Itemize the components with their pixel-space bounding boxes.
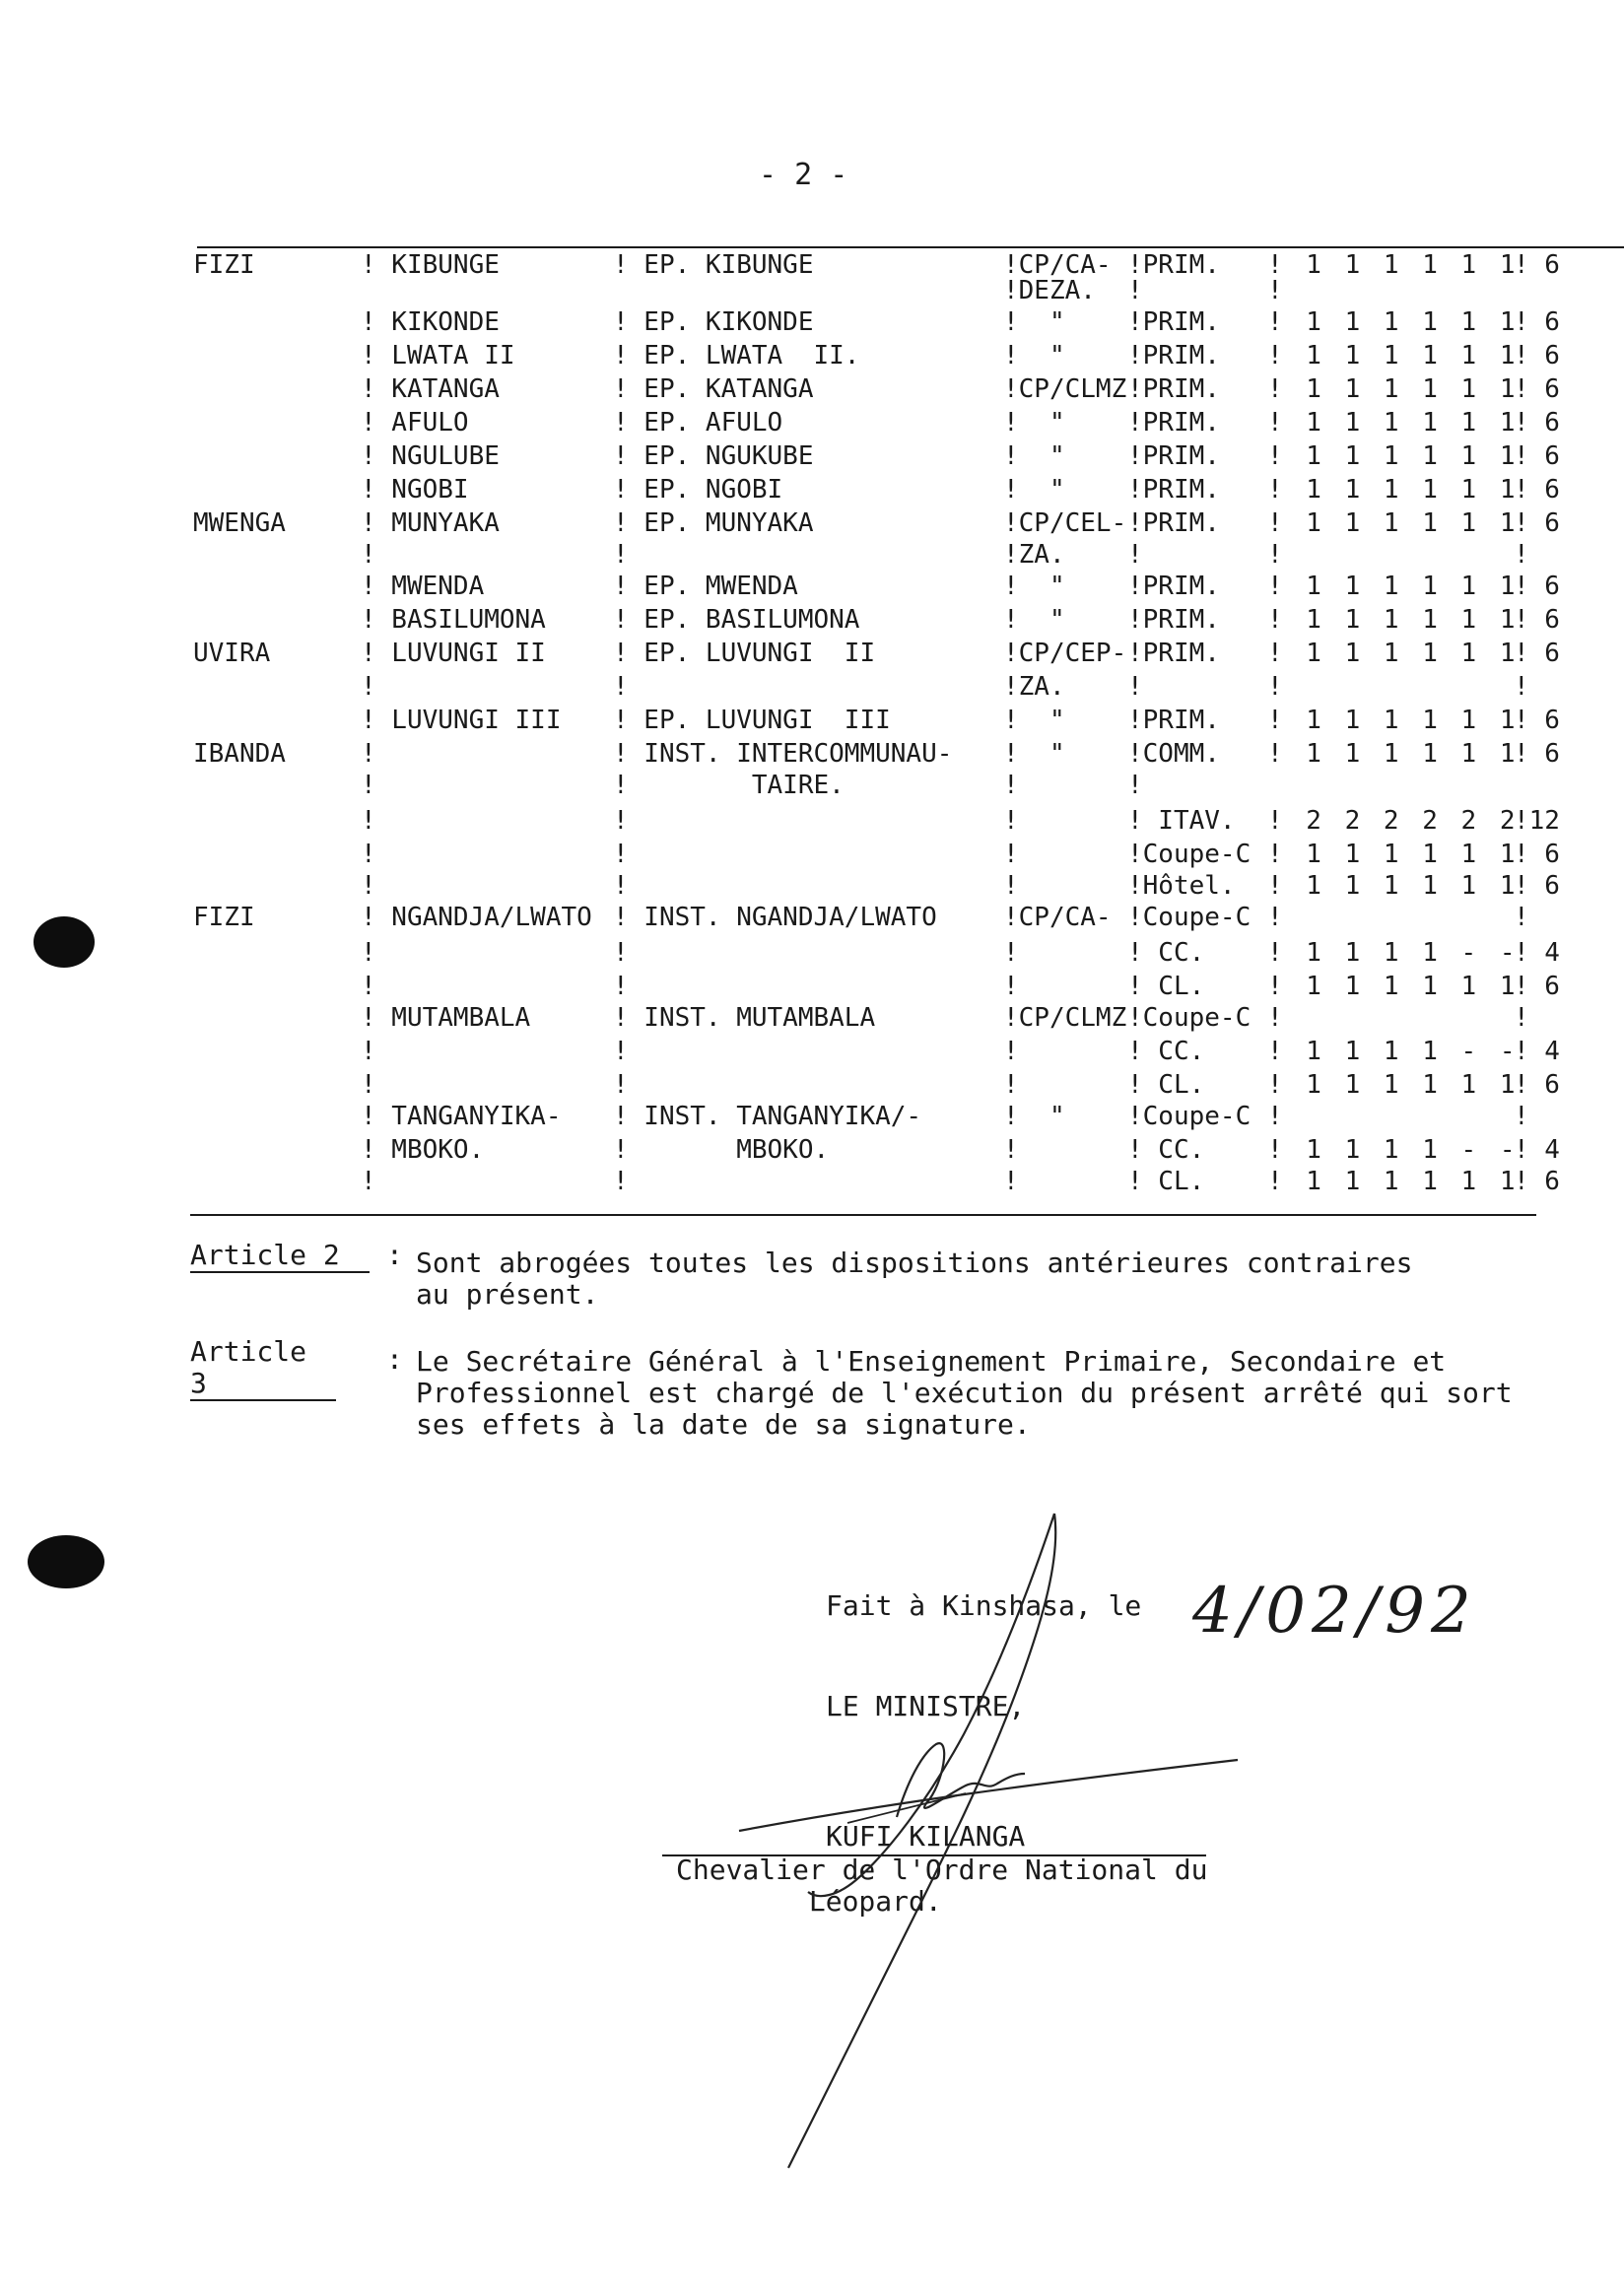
table-cell-locality: ! BASILUMONA bbox=[361, 605, 546, 635]
table-row bbox=[0, 473, 1624, 506]
article-2-text: Sont abrogées toutes les dispositions antérieures contraires au présent. bbox=[416, 1247, 1413, 1311]
table-cell-classes: ! 1 1 1 1 1 1 bbox=[1267, 840, 1520, 869]
table-cell-ref: ! " bbox=[1003, 341, 1065, 371]
table-row bbox=[0, 1165, 1624, 1198]
table-cell-total: ! 6 bbox=[1514, 871, 1560, 901]
table-row bbox=[0, 670, 1624, 704]
table-cell-locality: ! bbox=[361, 672, 376, 702]
table-cell-ref: !CP/CEP- bbox=[1003, 639, 1127, 668]
article-2-label: Article 2 bbox=[190, 1240, 370, 1273]
table-cell-school: ! INST. TANGANYIKA/- bbox=[613, 1102, 922, 1131]
table-cell-total: ! bbox=[1514, 540, 1529, 570]
table-cell-ref: !ZA. bbox=[1003, 540, 1065, 570]
table-cell-section: ! bbox=[1127, 276, 1143, 305]
table-cell-ref: ! bbox=[1003, 1070, 1019, 1100]
table-row bbox=[0, 305, 1624, 339]
table-cell-section: ! CL. bbox=[1127, 1167, 1205, 1196]
table-cell-locality: ! bbox=[361, 771, 376, 800]
table-cell-ref: ! " bbox=[1003, 475, 1065, 505]
table-cell-school: ! TAIRE. bbox=[613, 771, 845, 800]
table-cell-classes: ! 1 1 1 1 1 1 bbox=[1267, 475, 1520, 505]
table-cell-district: UVIRA bbox=[193, 639, 271, 668]
table-cell-section: !PRIM. bbox=[1127, 508, 1220, 538]
table-cell-ref: ! bbox=[1003, 972, 1019, 1001]
table-cell-total: ! 4 bbox=[1514, 938, 1560, 968]
table-cell-classes: ! 1 1 1 1 1 1 bbox=[1267, 1167, 1520, 1196]
table-cell-total: ! 6 bbox=[1514, 572, 1560, 601]
table-cell-locality: ! MBOKO. bbox=[361, 1135, 485, 1165]
table-cell-section: !PRIM. bbox=[1127, 441, 1220, 471]
table-cell-ref: ! " bbox=[1003, 739, 1065, 769]
table-cell-locality: ! bbox=[361, 840, 376, 869]
table-cell-locality: ! NGOBI bbox=[361, 475, 469, 505]
table-cell-ref: ! " bbox=[1003, 1102, 1065, 1131]
table-cell-classes: ! 1 1 1 1 1 1 bbox=[1267, 1070, 1520, 1100]
table-cell-section: ! CL. bbox=[1127, 972, 1205, 1001]
table-cell-total: ! 6 bbox=[1514, 307, 1560, 337]
table-cell-school: ! bbox=[613, 1167, 629, 1196]
table-row bbox=[0, 570, 1624, 603]
table-cell-locality: ! bbox=[361, 938, 376, 968]
table-row bbox=[0, 637, 1624, 670]
table-cell-section: !PRIM. bbox=[1127, 639, 1220, 668]
table-cell-section: !Coupe-C bbox=[1127, 1003, 1252, 1033]
table-cell-total: ! bbox=[1514, 903, 1529, 932]
table-cell-ref: !CP/CA- bbox=[1003, 250, 1112, 280]
table-cell-section: !PRIM. bbox=[1127, 408, 1220, 438]
table-cell-locality: ! bbox=[361, 871, 376, 901]
table-cell-total: ! 6 bbox=[1514, 739, 1560, 769]
table-cell-section: ! CC. bbox=[1127, 1037, 1205, 1066]
table-cell-school: ! bbox=[613, 840, 629, 869]
table-cell-ref: !CP/CLMZ bbox=[1003, 1003, 1127, 1033]
table-cell-locality: ! bbox=[361, 972, 376, 1001]
table-cell-locality: ! AFULO bbox=[361, 408, 469, 438]
table-cell-classes: ! 1 1 1 1 - - bbox=[1267, 938, 1520, 968]
table-cell-ref: ! " bbox=[1003, 408, 1065, 438]
table-cell-school: ! EP. KIKONDE bbox=[613, 307, 814, 337]
table-cell-locality: ! LUVUNGI III bbox=[361, 706, 562, 735]
table-cell-classes: ! 1 1 1 1 1 1 bbox=[1267, 341, 1520, 371]
table-cell-ref: ! bbox=[1003, 1135, 1019, 1165]
table-cell-section: !COMM. bbox=[1127, 739, 1220, 769]
table-cell-locality: ! bbox=[361, 806, 376, 836]
table-cell-ref: ! bbox=[1003, 1037, 1019, 1066]
table-cell-total: ! 6 bbox=[1514, 441, 1560, 471]
table-cell-section: !PRIM. bbox=[1127, 307, 1220, 337]
table-cell-district: MWENGA bbox=[193, 508, 286, 538]
table-cell-total: ! 6 bbox=[1514, 341, 1560, 371]
table-cell-school: ! bbox=[613, 938, 629, 968]
table-cell-section: !Coupe-C bbox=[1127, 840, 1252, 869]
table-cell-total: ! 6 bbox=[1514, 605, 1560, 635]
table-cell-section: !PRIM. bbox=[1127, 572, 1220, 601]
table-cell-section: !PRIM. bbox=[1127, 605, 1220, 635]
table-cell-locality: ! MUTAMBALA bbox=[361, 1003, 531, 1033]
article-2-colon: : bbox=[386, 1239, 403, 1271]
table-cell-classes: ! 1 1 1 1 1 1 bbox=[1267, 972, 1520, 1001]
table-cell-section: !PRIM. bbox=[1127, 374, 1220, 404]
table-row bbox=[0, 372, 1624, 406]
table-cell-classes: ! 1 1 1 1 1 1 bbox=[1267, 307, 1520, 337]
table-cell-classes: ! bbox=[1267, 672, 1287, 702]
table-cell-locality: ! MWENDA bbox=[361, 572, 485, 601]
table-cell-ref: ! bbox=[1003, 871, 1019, 901]
table-cell-classes: ! 1 1 1 1 1 1 bbox=[1267, 871, 1520, 901]
table-cell-ref: ! " bbox=[1003, 605, 1065, 635]
table-cell-classes: ! bbox=[1267, 276, 1287, 305]
table-cell-classes: ! bbox=[1267, 1003, 1287, 1033]
table-cell-ref: ! " bbox=[1003, 572, 1065, 601]
table-cell-school: ! EP. BASILUMONA bbox=[613, 605, 860, 635]
table-cell-ref: ! bbox=[1003, 1167, 1019, 1196]
table-cell-school: ! bbox=[613, 1037, 629, 1066]
table-row bbox=[0, 901, 1624, 934]
table-cell-classes: ! 1 1 1 1 1 1 bbox=[1267, 250, 1520, 280]
table-cell-total: ! 6 bbox=[1514, 408, 1560, 438]
ink-blot-bottom bbox=[28, 1535, 104, 1588]
table-cell-total: ! 6 bbox=[1514, 508, 1560, 538]
table-cell-ref: ! " bbox=[1003, 441, 1065, 471]
table-cell-classes: ! 1 1 1 1 1 1 bbox=[1267, 706, 1520, 735]
table-cell-school: ! INST. INTERCOMMUNAU- bbox=[613, 739, 953, 769]
table-cell-total: ! bbox=[1514, 672, 1529, 702]
table-row bbox=[0, 869, 1624, 903]
table-cell-total: ! 4 bbox=[1514, 1135, 1560, 1165]
table-cell-section: !Coupe-C bbox=[1127, 903, 1252, 932]
ink-blot-top bbox=[34, 916, 95, 968]
table-cell-school: ! INST. NGANDJA/LWATO bbox=[613, 903, 937, 932]
table-row bbox=[0, 804, 1624, 838]
table-cell-ref: ! bbox=[1003, 938, 1019, 968]
table-cell-ref: ! " bbox=[1003, 706, 1065, 735]
table-cell-section: ! bbox=[1127, 771, 1143, 800]
table-cell-locality: ! LUVUNGI II bbox=[361, 639, 546, 668]
table-cell-school: ! EP. LUVUNGI II bbox=[613, 639, 876, 668]
table-cell-total: ! 6 bbox=[1514, 639, 1560, 668]
table-cell-school: ! bbox=[613, 871, 629, 901]
table-row bbox=[0, 769, 1624, 802]
table-cell-ref: ! " bbox=[1003, 307, 1065, 337]
table-cell-classes: ! 1 1 1 1 1 1 bbox=[1267, 408, 1520, 438]
table-cell-locality: ! KIBUNGE bbox=[361, 250, 500, 280]
table-row bbox=[0, 439, 1624, 473]
table-cell-school: ! bbox=[613, 1070, 629, 1100]
table-cell-school: ! INST. MUTAMBALA bbox=[613, 1003, 876, 1033]
table-cell-section: ! bbox=[1127, 672, 1143, 702]
table-cell-section: !PRIM. bbox=[1127, 706, 1220, 735]
table-row bbox=[0, 274, 1624, 307]
table-cell-ref: !DEZA. bbox=[1003, 276, 1096, 305]
table-cell-total: ! 4 bbox=[1514, 1037, 1560, 1066]
table-cell-section: ! CC. bbox=[1127, 1135, 1205, 1165]
table-cell-section: !PRIM. bbox=[1127, 250, 1220, 280]
table-cell-school: ! EP. MUNYAKA bbox=[613, 508, 814, 538]
table-row bbox=[0, 936, 1624, 970]
table-cell-total: ! 6 bbox=[1514, 475, 1560, 505]
table-cell-locality: ! NGULUBE bbox=[361, 441, 500, 471]
table-cell-classes: ! 1 1 1 1 1 1 bbox=[1267, 508, 1520, 538]
table-row bbox=[0, 603, 1624, 637]
table-cell-district: FIZI bbox=[193, 903, 255, 932]
table-row bbox=[0, 704, 1624, 737]
table-cell-section: ! CC. bbox=[1127, 938, 1205, 968]
article-3-text: Le Secrétaire Général à l'Enseignement Primaire, Secondaire et Professionnel est chargé de l'exécution du présent arrêté qui sort ses effets à la date de sa signature. bbox=[416, 1345, 1513, 1441]
article-3-label: Article 3 bbox=[190, 1336, 336, 1401]
table-cell-locality: ! LWATA II bbox=[361, 341, 515, 371]
table-cell-locality: ! KATANGA bbox=[361, 374, 500, 404]
table-cell-classes: ! 1 1 1 1 - - bbox=[1267, 1037, 1520, 1066]
table-cell-total: !12 bbox=[1514, 806, 1560, 836]
table-cell-total: ! 6 bbox=[1514, 250, 1560, 280]
minister-title: LE MINISTRE, bbox=[826, 1690, 1026, 1722]
handwritten-date: 4/02/92 bbox=[1192, 1575, 1477, 1648]
table-cell-school: ! bbox=[613, 972, 629, 1001]
table-row bbox=[0, 339, 1624, 372]
table-row bbox=[0, 970, 1624, 1003]
table-cell-ref: ! bbox=[1003, 806, 1019, 836]
table-cell-ref: !CP/CA- bbox=[1003, 903, 1112, 932]
table-cell-classes: ! bbox=[1267, 1102, 1287, 1131]
table-row bbox=[0, 1068, 1624, 1102]
table-row bbox=[0, 1035, 1624, 1068]
table-cell-classes: ! 1 1 1 1 1 1 bbox=[1267, 441, 1520, 471]
table-cell-school: ! EP. KATANGA bbox=[613, 374, 814, 404]
table-cell-school: ! EP. MWENDA bbox=[613, 572, 798, 601]
table-cell-ref: !CP/CLMZ bbox=[1003, 374, 1127, 404]
table-cell-total: ! bbox=[1514, 1102, 1529, 1131]
table-cell-locality: ! KIKONDE bbox=[361, 307, 500, 337]
table-cell-locality: ! bbox=[361, 1070, 376, 1100]
table-cell-section: !PRIM. bbox=[1127, 475, 1220, 505]
table-cell-total: ! 6 bbox=[1514, 840, 1560, 869]
table-cell-locality: ! bbox=[361, 739, 376, 769]
table-cell-district: FIZI bbox=[193, 250, 255, 280]
table-cell-section: ! bbox=[1127, 540, 1143, 570]
table-cell-school: ! EP. LUVUNGI III bbox=[613, 706, 891, 735]
table-cell-total: ! bbox=[1514, 1003, 1529, 1033]
table-cell-classes: ! 2 2 2 2 2 2 bbox=[1267, 806, 1520, 836]
table-cell-classes: ! 1 1 1 1 1 1 bbox=[1267, 605, 1520, 635]
table-cell-total: ! 6 bbox=[1514, 1070, 1560, 1100]
table-cell-district: IBANDA bbox=[193, 739, 286, 769]
table-row bbox=[0, 538, 1624, 572]
table-cell-ref: !CP/CEL- bbox=[1003, 508, 1127, 538]
table-cell-locality: ! TANGANYIKA- bbox=[361, 1102, 562, 1131]
table-cell-section: !Hôtel. bbox=[1127, 871, 1236, 901]
table-cell-school: ! bbox=[613, 806, 629, 836]
table-row bbox=[0, 737, 1624, 771]
table-cell-classes: ! 1 1 1 1 1 1 bbox=[1267, 639, 1520, 668]
table-row bbox=[0, 406, 1624, 439]
table-bottom-rule bbox=[190, 1214, 1536, 1216]
table-row bbox=[0, 506, 1624, 540]
table-cell-classes: ! bbox=[1267, 540, 1287, 570]
table-cell-locality: ! bbox=[361, 1167, 376, 1196]
table-cell-section: ! CL. bbox=[1127, 1070, 1205, 1100]
table-cell-school: ! EP. NGOBI bbox=[613, 475, 783, 505]
table-cell-locality: ! bbox=[361, 540, 376, 570]
table-cell-ref: !ZA. bbox=[1003, 672, 1065, 702]
page-number: - 2 - bbox=[759, 158, 848, 192]
table-cell-school: ! MBOKO. bbox=[613, 1135, 830, 1165]
table-cell-school: ! bbox=[613, 540, 629, 570]
table-cell-total: ! 6 bbox=[1514, 972, 1560, 1001]
table-cell-total: ! 6 bbox=[1514, 706, 1560, 735]
table-cell-school: ! EP. LWATA II. bbox=[613, 341, 860, 371]
table-cell-classes: ! 1 1 1 1 - - bbox=[1267, 1135, 1520, 1165]
minister-name: KUFI KILANGA bbox=[826, 1820, 1026, 1853]
table-cell-school: ! EP. KIBUNGE bbox=[613, 250, 814, 280]
table-cell-total: ! 6 bbox=[1514, 374, 1560, 404]
place-date-line: Fait à Kinshasa, le bbox=[826, 1589, 1142, 1622]
table-cell-section: !PRIM. bbox=[1127, 341, 1220, 371]
table-row bbox=[0, 1100, 1624, 1133]
table-cell-classes: ! 1 1 1 1 1 1 bbox=[1267, 374, 1520, 404]
table-cell-school: ! EP. NGUKUBE bbox=[613, 441, 814, 471]
table-row bbox=[0, 1001, 1624, 1035]
table-cell-classes: ! 1 1 1 1 1 1 bbox=[1267, 739, 1520, 769]
table-cell-locality: ! NGANDJA/LWATO bbox=[361, 903, 592, 932]
table-cell-classes: ! 1 1 1 1 1 1 bbox=[1267, 572, 1520, 601]
table-row bbox=[0, 1133, 1624, 1167]
table-row bbox=[0, 838, 1624, 871]
article-3-colon: : bbox=[386, 1343, 403, 1376]
table-cell-locality: ! bbox=[361, 1037, 376, 1066]
table-cell-section: ! ITAV. bbox=[1127, 806, 1236, 836]
table-cell-ref: ! bbox=[1003, 840, 1019, 869]
table-cell-section: !Coupe-C bbox=[1127, 1102, 1252, 1131]
table-cell-ref: ! bbox=[1003, 771, 1019, 800]
table-cell-total: ! 6 bbox=[1514, 1167, 1560, 1196]
table-cell-school: ! bbox=[613, 672, 629, 702]
table-cell-school: ! EP. AFULO bbox=[613, 408, 783, 438]
table-cell-locality: ! MUNYAKA bbox=[361, 508, 500, 538]
minister-honor: Chevalier de l'Ordre National du Léopard. bbox=[676, 1854, 1208, 1918]
table-cell-classes: ! bbox=[1267, 903, 1287, 932]
